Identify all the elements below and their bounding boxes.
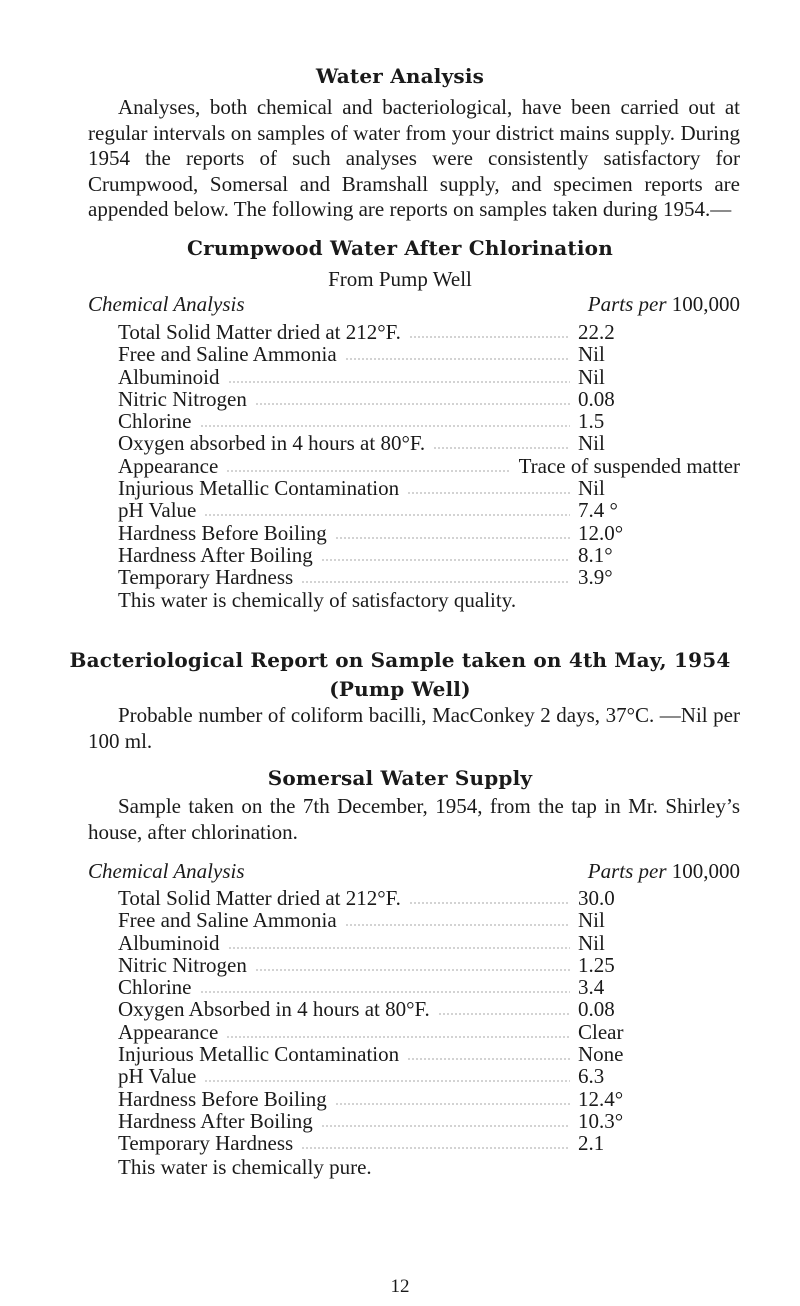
leader-dots — [407, 1058, 570, 1060]
leader-dots — [335, 1103, 570, 1105]
row-label: Temporary Hardness — [118, 565, 294, 590]
crumpwood-conclusion: This water is chemically of satisfactory quality. — [118, 588, 517, 612]
leader-dots — [228, 947, 570, 949]
row-label: Appearance — [118, 453, 219, 478]
intro-paragraph — [88, 95, 740, 223]
row-value: 8.1° — [578, 542, 613, 567]
leader-dots — [335, 537, 570, 539]
row-value: 1.5 — [578, 409, 605, 434]
row-label: Injurious Metallic Contamination — [118, 1042, 400, 1067]
row-value: 7.4 ° — [578, 498, 618, 523]
row-label: Hardness After Boiling — [118, 542, 313, 567]
table-row — [118, 954, 740, 976]
row-value: 0.08 — [578, 997, 615, 1022]
row-label: Albuminoid — [118, 930, 220, 955]
table-row — [118, 909, 740, 931]
table-row — [118, 1021, 740, 1043]
row-label: Hardness Before Boiling — [118, 520, 327, 545]
row-value: 1.25 — [578, 952, 615, 977]
row-label: Total Solid Matter dried at 212°F. — [118, 886, 401, 910]
somersal-conclusion: This water is chemically pure. — [118, 1155, 372, 1179]
leader-dots — [345, 924, 570, 926]
bacteriological-subheading: (Pump Well) — [329, 677, 471, 701]
leader-dots — [255, 403, 570, 405]
row-value: Nil — [578, 342, 605, 367]
leader-dots — [204, 514, 570, 516]
table-row — [118, 566, 740, 588]
leader-dots — [204, 1080, 570, 1082]
row-label: pH Value — [118, 1064, 197, 1089]
row-value: 30.0 — [578, 886, 615, 910]
table-row — [118, 1043, 740, 1065]
row-value: 3.4 — [578, 975, 605, 1000]
leader-dots — [255, 969, 570, 971]
row-value: Nil — [578, 431, 605, 456]
leader-dots — [301, 1147, 570, 1149]
bacteriological-paragraph — [88, 703, 740, 754]
row-label: Free and Saline Ammonia — [118, 342, 337, 367]
intro-text: Analyses, both chemical and bacteriological, have been carried out at regular intervals on samples of water from your district mains supply. During 1954 the reports of such analyses were consistently satisfactory for Crumpwood, Somersal and Bramshall supply, and specimen reports are appended below. The following are reports on samples taken during 1954.— — [88, 95, 740, 221]
page-title: Water Analysis — [315, 64, 485, 88]
table-row — [118, 499, 740, 521]
row-value: 12.4° — [578, 1086, 624, 1111]
crumpwood-column-header — [88, 292, 740, 318]
page-number: 12 — [390, 1276, 410, 1297]
somersal-heading: Somersal Water Supply — [267, 766, 533, 790]
column-label-right — [588, 292, 740, 317]
table-row — [118, 410, 740, 432]
somersal-intro-paragraph — [88, 794, 740, 845]
column-label-left: Chemical Analysis — [88, 859, 245, 883]
table-row — [118, 932, 740, 954]
crumpwood-heading: Crumpwood Water After Chlorination — [187, 236, 613, 260]
leader-dots — [200, 991, 570, 993]
row-value: 22.2 — [578, 320, 615, 344]
table-row — [118, 976, 740, 998]
leader-dots — [409, 336, 570, 338]
table-row — [118, 455, 740, 477]
table-row — [118, 321, 740, 343]
table-row — [118, 887, 740, 909]
table-row — [118, 432, 740, 454]
row-value: Nil — [578, 930, 605, 955]
row-value: 3.9° — [578, 565, 613, 590]
row-label: Hardness Before Boiling — [118, 1086, 327, 1111]
row-value: Nil — [578, 364, 605, 389]
leader-dots — [409, 902, 570, 904]
somersal-column-header — [88, 859, 740, 885]
row-label: Nitric Nitrogen — [118, 952, 247, 977]
row-label: Injurious Metallic Contamination — [118, 476, 400, 501]
leader-dots — [226, 470, 511, 472]
leader-dots — [438, 1013, 570, 1015]
row-label: Albuminoid — [118, 364, 220, 389]
row-value: 12.0° — [578, 520, 624, 545]
row-label: Chlorine — [118, 975, 192, 1000]
crumpwood-analysis-table — [118, 321, 740, 589]
row-value: Trace of suspended matter — [518, 453, 740, 478]
row-value: 0.08 — [578, 386, 615, 411]
table-row — [118, 477, 740, 499]
row-value: None — [578, 1042, 624, 1067]
leader-dots — [200, 425, 570, 427]
row-value: 10.3° — [578, 1108, 624, 1133]
somersal-analysis-table — [118, 887, 740, 1155]
table-row — [118, 388, 740, 410]
row-label: Hardness After Boiling — [118, 1108, 313, 1133]
table-row — [118, 544, 740, 566]
table-row — [118, 343, 740, 365]
leader-dots — [226, 1036, 570, 1038]
row-value: 2.1 — [578, 1131, 605, 1156]
table-row — [118, 998, 740, 1020]
row-label: Total Solid Matter dried at 212°F. — [118, 320, 401, 344]
crumpwood-subheading: From Pump Well — [328, 267, 472, 291]
leader-dots — [433, 447, 570, 449]
row-label: Oxygen Absorbed in 4 hours at 80°F. — [118, 997, 430, 1022]
bacteriological-heading: Bacteriological Report on Sample taken on 4th May, 1954 — [69, 648, 731, 672]
units-italic: Parts per — [587, 859, 667, 883]
leader-dots — [321, 1125, 570, 1127]
units-number: 100,000 — [671, 859, 740, 883]
units-number: 100,000 — [671, 292, 740, 316]
leader-dots — [228, 381, 570, 383]
somersal-intro-text: Sample taken on the 7th December, 1954, from the tap in Mr. Shirley’s house, after chlorination. — [88, 794, 740, 844]
table-row — [118, 1088, 740, 1110]
table-row — [118, 1110, 740, 1132]
row-label: Chlorine — [118, 409, 192, 434]
row-label: Nitric Nitrogen — [118, 386, 247, 411]
row-label: Free and Saline Ammonia — [118, 908, 337, 933]
column-label-left: Chemical Analysis — [88, 292, 245, 316]
row-label: Oxygen absorbed in 4 hours at 80°F. — [118, 431, 426, 456]
table-row — [118, 522, 740, 544]
row-value: Nil — [578, 908, 605, 933]
row-value: Clear — [578, 1019, 624, 1044]
leader-dots — [407, 492, 570, 494]
leader-dots — [345, 358, 570, 360]
table-row — [118, 1132, 740, 1154]
row-label: Appearance — [118, 1019, 219, 1044]
row-label: Temporary Hardness — [118, 1131, 294, 1156]
units-italic: Parts per — [587, 292, 667, 316]
column-label-right — [588, 859, 740, 884]
row-value: 6.3 — [578, 1064, 605, 1089]
leader-dots — [321, 559, 570, 561]
row-value: Nil — [578, 476, 605, 501]
bacteriological-text: Probable number of coliform bacilli, MacConkey 2 days, 37°C. —Nil per 100 ml. — [88, 703, 740, 753]
row-label: pH Value — [118, 498, 197, 523]
table-row — [118, 1065, 740, 1087]
leader-dots — [301, 581, 570, 583]
table-row — [118, 366, 740, 388]
